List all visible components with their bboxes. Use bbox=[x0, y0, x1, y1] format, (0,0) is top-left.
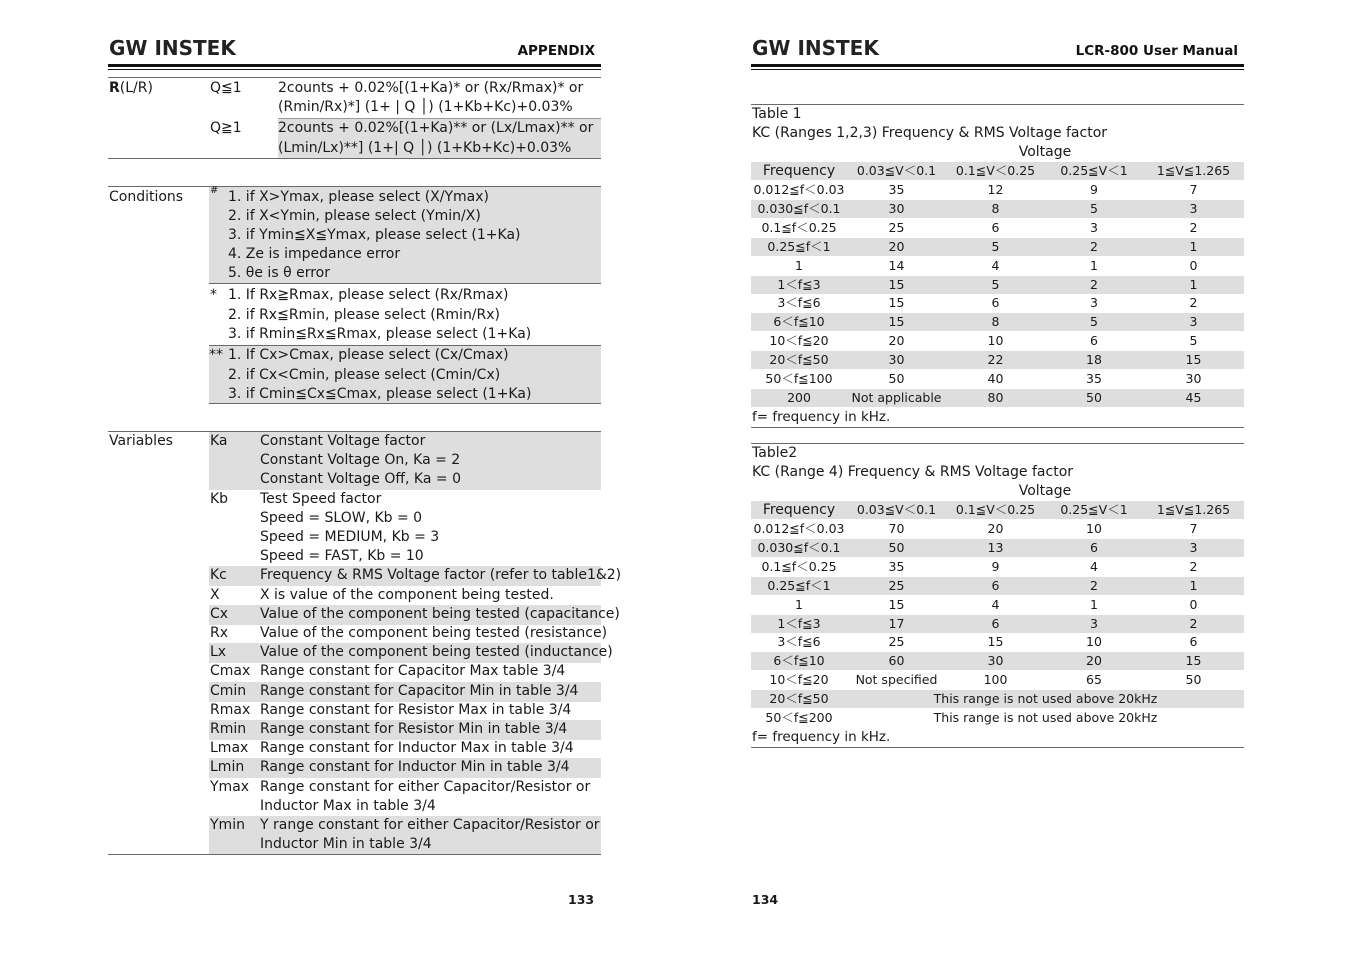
factor-cell: 25 bbox=[888, 220, 905, 235]
frequency-cell: 20＜f≦50 bbox=[769, 691, 829, 706]
frequency-cell: 1 bbox=[795, 258, 803, 273]
column-header: 0.1≦V＜0.25 bbox=[955, 163, 1036, 178]
factor-cell: Not applicable bbox=[851, 390, 942, 405]
variable-description: X is value of the component being tested. bbox=[260, 587, 554, 603]
frequency-cell: 0.1≦f＜0.25 bbox=[761, 559, 837, 574]
factor-cell: 35 bbox=[888, 559, 905, 574]
frequency-cell: 50＜f≦200 bbox=[765, 710, 833, 725]
frequency-cell: 10＜f≦20 bbox=[769, 333, 829, 348]
factor-cell: 3 bbox=[1189, 314, 1198, 329]
frequency-cell: 50＜f≦100 bbox=[765, 371, 833, 386]
conditions-label: Conditions bbox=[109, 189, 184, 205]
factor-cell: 20 bbox=[1086, 653, 1102, 668]
gw-instek-logo: GW INSTEK bbox=[752, 36, 879, 60]
condition-item: 3. if Rmin≦Rx≦Rmax, please select (1+Ka) bbox=[228, 326, 532, 342]
page-header-title: APPENDIX bbox=[517, 43, 595, 59]
factor-cell: 0 bbox=[1189, 597, 1198, 612]
variable-description: Range constant for Capacitor Min in table 3/4 bbox=[260, 683, 579, 699]
table-footnote: f= frequency in kHz. bbox=[752, 409, 891, 425]
factor-cell: 7 bbox=[1189, 521, 1198, 536]
factor-cell: 100 bbox=[983, 672, 1008, 687]
factor-cell: 8 bbox=[991, 201, 1000, 216]
factor-cell: 50 bbox=[888, 540, 905, 555]
page-header-title: LCR-800 User Manual bbox=[1075, 43, 1238, 59]
factor-cell: 40 bbox=[987, 371, 1004, 386]
factor-cell: 7 bbox=[1189, 182, 1198, 197]
variable-description: Range constant for Inductor Max in table 3/4 bbox=[260, 740, 574, 756]
header-rule bbox=[108, 64, 601, 67]
factor-cell: 80 bbox=[987, 390, 1004, 405]
factor-cell: 9 bbox=[1090, 182, 1098, 197]
factor-cell: 30 bbox=[1185, 371, 1202, 386]
variable-name: Kc bbox=[210, 567, 227, 583]
variable-name: X bbox=[210, 587, 220, 603]
variable-name: Ymin bbox=[210, 817, 245, 833]
frequency-cell: 20＜f≦50 bbox=[769, 352, 829, 367]
variable-description: Value of the component being tested (resistance) bbox=[260, 625, 608, 641]
variable-description: Range constant for Resistor Min in table 3/4 bbox=[260, 721, 568, 737]
variable-name: Lx bbox=[210, 644, 227, 660]
factor-cell: 6 bbox=[1189, 634, 1198, 649]
factor-cell: 12 bbox=[987, 182, 1004, 197]
condition-item: 2. if Cx<Cmin, please select (Cmin/Cx) bbox=[228, 367, 501, 383]
factor-cell: 35 bbox=[1086, 371, 1102, 386]
variables-label: Variables bbox=[109, 433, 173, 449]
factor-cell: 15 bbox=[888, 597, 905, 612]
accuracy-formula: (Rmin/Rx)*] (1+ | Q │) (1+Kb+Kc)+0.03% bbox=[278, 99, 573, 115]
factor-cell: 2 bbox=[1090, 239, 1098, 254]
table-bottom-rule bbox=[751, 427, 1244, 428]
factor-cell: 5 bbox=[1090, 314, 1098, 329]
factor-cell: 10 bbox=[1086, 634, 1102, 649]
column-header: 0.25≦V＜1 bbox=[1060, 163, 1128, 178]
factor-cell: 50 bbox=[888, 371, 905, 386]
q-condition: Q≧1 bbox=[210, 120, 242, 136]
frequency-cell: 3＜f≦6 bbox=[777, 634, 821, 649]
factor-cell: 70 bbox=[888, 521, 905, 536]
condition-item: 4. Ze is impedance error bbox=[228, 246, 401, 262]
variable-name: Cx bbox=[210, 606, 229, 622]
column-header: 0.25≦V＜1 bbox=[1060, 502, 1128, 517]
frequency-cell: 10＜f≦20 bbox=[769, 672, 829, 687]
r-label: R(L/R) bbox=[109, 80, 153, 96]
variable-name: Lmin bbox=[210, 759, 245, 775]
accuracy-formula: 2counts + 0.02%[(1+Ka)** or (Lx/Lmax)** or bbox=[278, 120, 594, 136]
frequency-cell: 0.030≦f＜0.1 bbox=[757, 540, 841, 555]
factor-cell: 5 bbox=[991, 239, 1000, 254]
frequency-cell: 3＜f≦6 bbox=[777, 295, 821, 310]
frequency-cell: 0.1≦f＜0.25 bbox=[761, 220, 837, 235]
table-top-rule bbox=[751, 443, 1244, 444]
frequency-cell: 6＜f≦10 bbox=[773, 653, 825, 668]
variable-name: Ymax bbox=[210, 779, 250, 795]
factor-cell: 45 bbox=[1185, 390, 1202, 405]
factor-cell: 15 bbox=[888, 277, 905, 292]
merged-note-cell: This range is not used above 20kHz bbox=[933, 691, 1158, 706]
factor-cell: 35 bbox=[888, 182, 905, 197]
factor-cell: 8 bbox=[991, 314, 1000, 329]
variable-description: Range constant for either Capacitor/Resistor or bbox=[260, 779, 591, 795]
variable-description: Inductor Min in table 3/4 bbox=[260, 836, 432, 852]
factor-cell: 50 bbox=[1185, 672, 1202, 687]
factor-cell: 0 bbox=[1189, 258, 1198, 273]
factor-cell: 4 bbox=[991, 597, 1000, 612]
factor-cell: 4 bbox=[1090, 559, 1098, 574]
variable-description: Range constant for Inductor Min in table 3/4 bbox=[260, 759, 570, 775]
column-header: Frequency bbox=[762, 163, 836, 179]
factor-cell: 6 bbox=[991, 616, 1000, 631]
factor-cell: 2 bbox=[1189, 295, 1198, 310]
condition-item: 3. if Cmin≦Cx≦Cmax, please select (1+Ka) bbox=[228, 386, 532, 402]
variable-description: Range constant for Resistor Max in table 3/4 bbox=[260, 702, 572, 718]
frequency-cell: 6＜f≦10 bbox=[773, 314, 825, 329]
factor-cell: 6 bbox=[991, 578, 1000, 593]
variable-name: Rmax bbox=[210, 702, 251, 718]
column-header: 1≦V≦1.265 bbox=[1156, 502, 1231, 517]
variable-description: Constant Voltage On, Ka = 2 bbox=[260, 452, 461, 468]
factor-cell: 2 bbox=[1189, 559, 1198, 574]
variable-name: Lmax bbox=[210, 740, 249, 756]
column-header: 0.03≦V＜0.1 bbox=[856, 163, 937, 178]
header-rule-thin bbox=[108, 69, 601, 70]
factor-cell: 6 bbox=[991, 295, 1000, 310]
variable-name: Ka bbox=[210, 433, 228, 449]
factor-cell: 50 bbox=[1086, 390, 1102, 405]
accuracy-formula: 2counts + 0.02%[(1+Ka)* or (Rx/Rmax)* or bbox=[278, 80, 584, 96]
condition-item: 2. if X<Ymin, please select (Ymin/X) bbox=[228, 208, 481, 224]
factor-cell: 20 bbox=[888, 333, 905, 348]
variable-description: Constant Voltage Off, Ka = 0 bbox=[260, 471, 461, 487]
header-rule bbox=[751, 64, 1244, 67]
factor-cell: 3 bbox=[1090, 616, 1098, 631]
variable-name: Rmin bbox=[210, 721, 247, 737]
gw-instek-logo: GW INSTEK bbox=[109, 36, 236, 60]
factor-cell: 10 bbox=[987, 333, 1004, 348]
condition-item: 2. if Rx≦Rmin, please select (Rmin/Rx) bbox=[228, 307, 501, 323]
factor-cell: 5 bbox=[991, 277, 1000, 292]
variable-description: Speed = FAST, Kb = 10 bbox=[260, 548, 424, 564]
frequency-cell: 0.012≦f＜0.03 bbox=[753, 521, 845, 536]
table-title: Table2 bbox=[752, 445, 798, 461]
frequency-cell: 1＜f≦3 bbox=[777, 616, 821, 631]
frequency-cell: 0.25≦f＜1 bbox=[767, 578, 831, 593]
column-header: 0.1≦V＜0.25 bbox=[955, 502, 1036, 517]
variable-description: Speed = SLOW, Kb = 0 bbox=[260, 510, 423, 526]
factor-cell: 10 bbox=[1086, 521, 1102, 536]
factor-cell: 2 bbox=[1090, 578, 1098, 593]
table-title: Table 1 bbox=[752, 106, 802, 122]
table-top-rule bbox=[751, 104, 1244, 105]
factor-cell: Not specified bbox=[855, 672, 938, 687]
factor-cell: 9 bbox=[991, 559, 1000, 574]
factor-cell: 1 bbox=[1189, 277, 1198, 292]
header-rule-thin bbox=[751, 69, 1244, 70]
factor-cell: 15 bbox=[987, 634, 1004, 649]
factor-cell: 1 bbox=[1090, 597, 1098, 612]
variable-description: Speed = MEDIUM, Kb = 3 bbox=[260, 529, 440, 545]
voltage-group-header: Voltage bbox=[1018, 144, 1072, 160]
factor-cell: 3 bbox=[1189, 540, 1198, 555]
q-condition: Q≦1 bbox=[210, 80, 242, 96]
factor-cell: 25 bbox=[888, 578, 905, 593]
condition-item: 5. θe is θ error bbox=[228, 265, 330, 281]
column-header: Frequency bbox=[762, 502, 836, 518]
factor-cell: 3 bbox=[1189, 201, 1198, 216]
factor-cell: 15 bbox=[1185, 352, 1202, 367]
factor-cell: 25 bbox=[888, 634, 905, 649]
star-marker: * bbox=[210, 287, 217, 303]
variable-description: Frequency & RMS Voltage factor (refer to table1&2) bbox=[260, 567, 622, 583]
factor-cell: 20 bbox=[888, 239, 905, 254]
factor-cell: 15 bbox=[1185, 653, 1202, 668]
factor-cell: 14 bbox=[888, 258, 905, 273]
table-subtitle: KC (Range 4) Frequency & RMS Voltage factor bbox=[752, 464, 1074, 480]
factor-cell: 1 bbox=[1189, 239, 1198, 254]
factor-cell: 18 bbox=[1086, 352, 1102, 367]
factor-cell: 30 bbox=[987, 653, 1004, 668]
frequency-cell: 0.012≦f＜0.03 bbox=[753, 182, 845, 197]
column-header: 0.03≦V＜0.1 bbox=[856, 502, 937, 517]
factor-cell: 2 bbox=[1090, 277, 1098, 292]
factor-cell: 2 bbox=[1189, 220, 1198, 235]
frequency-cell: 1＜f≦3 bbox=[777, 277, 821, 292]
frequency-cell: 0.030≦f＜0.1 bbox=[757, 201, 841, 216]
factor-cell: 17 bbox=[888, 616, 905, 631]
frequency-cell: 0.25≦f＜1 bbox=[767, 239, 831, 254]
factor-cell: 15 bbox=[888, 314, 905, 329]
factor-cell: 4 bbox=[991, 258, 1000, 273]
factor-cell: 6 bbox=[1090, 333, 1098, 348]
variable-name: Rx bbox=[210, 625, 229, 641]
accuracy-formula: (Lmin/Lx)**] (1+| Q │) (1+Kb+Kc)+0.03% bbox=[278, 140, 572, 156]
variable-name: Kb bbox=[210, 491, 229, 507]
factor-cell: 1 bbox=[1090, 258, 1098, 273]
frequency-cell: 1 bbox=[795, 597, 803, 612]
condition-item: 1. if X>Ymax, please select (X/Ymax) bbox=[228, 189, 490, 205]
factor-cell: 13 bbox=[987, 540, 1004, 555]
frequency-cell: 200 bbox=[787, 390, 811, 405]
condition-item: 3. if Ymin≦X≦Ymax, please select (1+Ka) bbox=[228, 227, 521, 243]
variable-name: Cmin bbox=[210, 683, 247, 699]
factor-cell: 60 bbox=[888, 653, 905, 668]
factor-cell: 3 bbox=[1090, 295, 1098, 310]
double-star-marker: ** bbox=[209, 347, 223, 363]
variable-name: Cmax bbox=[210, 663, 251, 679]
variable-description: Value of the component being tested (inductance) bbox=[260, 644, 613, 660]
factor-cell: 3 bbox=[1090, 220, 1098, 235]
table-footnote: f= frequency in kHz. bbox=[752, 729, 891, 745]
table-bottom-rule bbox=[751, 747, 1244, 748]
variable-description: Test Speed factor bbox=[260, 491, 382, 507]
factor-cell: 30 bbox=[888, 201, 905, 216]
factor-cell: 2 bbox=[1189, 616, 1198, 631]
condition-item: 1. If Cx>Cmax, please select (Cx/Cmax) bbox=[228, 347, 509, 363]
factor-cell: 6 bbox=[1090, 540, 1098, 555]
variable-description: Value of the component being tested (capacitance) bbox=[260, 606, 620, 622]
factor-cell: 30 bbox=[888, 352, 905, 367]
page-number: 134 bbox=[752, 892, 779, 907]
hash-marker: # bbox=[210, 185, 219, 196]
factor-cell: 20 bbox=[987, 521, 1004, 536]
factor-cell: 6 bbox=[991, 220, 1000, 235]
variable-description: Constant Voltage factor bbox=[260, 433, 426, 449]
factor-cell: 15 bbox=[888, 295, 905, 310]
variable-description: Y range constant for either Capacitor/Resistor or bbox=[260, 817, 600, 833]
variable-description: Inductor Max in table 3/4 bbox=[260, 798, 436, 814]
factor-cell: 1 bbox=[1189, 578, 1198, 593]
merged-note-cell: This range is not used above 20kHz bbox=[933, 710, 1158, 725]
factor-cell: 5 bbox=[1189, 333, 1198, 348]
voltage-group-header: Voltage bbox=[1018, 483, 1072, 499]
table-subtitle: KC (Ranges 1,2,3) Frequency & RMS Voltage factor bbox=[752, 125, 1108, 141]
condition-item: 1. If Rx≧Rmax, please select (Rx/Rmax) bbox=[228, 287, 509, 303]
variable-description: Range constant for Capacitor Max table 3/4 bbox=[260, 663, 566, 679]
factor-cell: 5 bbox=[1090, 201, 1098, 216]
page-number: 133 bbox=[568, 892, 595, 907]
column-header: 1≦V≦1.265 bbox=[1156, 163, 1231, 178]
factor-cell: 65 bbox=[1086, 672, 1102, 687]
factor-cell: 22 bbox=[987, 352, 1004, 367]
